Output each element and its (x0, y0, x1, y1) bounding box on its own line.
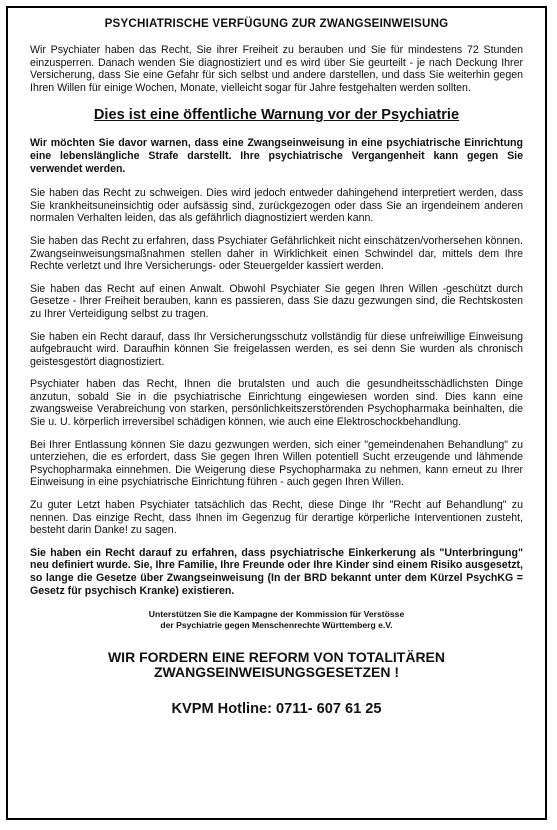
support-notice (30, 609, 523, 631)
lead-paragraph: Wir möchten Sie davor warnen, dass eine Zwangseinweisung in eine psychiatrische Einrichtung eine lebenslängliche Strafe darstellt. Ihre psychiatrische Vergangenheit kann gegen Sie verwendet werden. (30, 137, 523, 175)
paragraph-right-to-know: Sie haben das Recht zu erfahren, dass Psychiater Gefährlichkeit nicht einschätzen/vorhersehen können. Zwangseinweisungsmaßnahmen stellen daher in Wirklichkeit einen Schwindel dar, mittels dem Ihre Rechte verletzt und Ihre Versicherungs- oder Steuergelder kassiert werden. (30, 234, 523, 273)
flyer-page (6, 6, 547, 820)
support-line-2: der Psychiatrie gegen Menschenrechte Württemberg e.V. (160, 619, 393, 630)
support-line-1: Unterstützen Sie die Kampagne der Kommission für Verstösse (148, 609, 405, 620)
paragraph-right-to-lawyer: Sie haben das Recht auf einen Anwalt. Obwohl Psychiater Sie gegen Ihren Willen -geschützt durch Gesetze - Ihrer Freiheit berauben, kann es passieren, dass Sie dazu gezwungen sind, die Rechtskosten zu Ihrer Verteidigung selbst zu tragen. (30, 282, 523, 320)
paragraph-right-to-silence: Sie haben das Recht zu schweigen. Dies wird jedoch entweder dahingehend interpretiert werden, dass Sie krankheitsuneinsichtig oder aufsässig sind, zurückgezogen oder dass Sie an irgendeinem anderen normalen Verhalten leiden, das als gefährlich diagnostiziert werden kann. (30, 187, 523, 225)
demand-line-2: ZWANGSEINWEISUNGSGESETZEN ! (153, 664, 399, 681)
reform-demand (30, 650, 523, 681)
closing-paragraph: Sie haben ein Recht darauf zu erfahren, dass psychiatrische Einkerkerung als "Unterbringung" neu definiert wurde. Sie, Ihre Familie, Ihre Freunde oder Ihre Kinder sind einem Risiko ausgesetzt, so lange die Gesetze über Zwangseinweisung (In der BRD bekannt unter dem Kürzel PsychKG = Gesetz für psychisch Kranke) existieren. (30, 546, 523, 597)
paragraph-right-to-treatment: Zu guter Letzt haben Psychiater tatsächlich das Recht, diese Dinge Ihr "Recht auf Behandlung" zu nennen. Das einzige Recht, dass Ihnen im Gegenzug für derartige körperliche Interventionen zusteht, besteht darin Danke! zu sagen. (30, 499, 523, 537)
paragraph-insurance: Sie haben ein Recht darauf, dass Ihr Versicherungsschutz vollständig für diese unfreiwillige Einweisung aufgebraucht wird. Daraufhin können Sie freigelassen werden, es sei denn Sie wurden als chronisch geistesgestört diagnostiziert. (30, 330, 523, 368)
hotline-number: KVPM Hotline: 0711- 607 61 25 (171, 700, 382, 717)
intro-paragraph: Wir Psychiater haben das Recht, Sie ihrer Freiheit zu berauben und Sie für mindestens 72 Stunden einzusperren. Danach wenden Sie diagnostiziert und es wird über Sie geurteilt - je nach Deckung Ihrer Versicherung, dass Sie eine Gefahr für sich selbst und andere darstellen, und dass Sie weiterhin gegen Ihren Willen für einige Wochen, Monate, vielleicht sogar für Jahre festgehalten werden sollten. (30, 44, 523, 94)
demand-line-1: WIR FORDERN EINE REFORM VON TOTALITÄREN (107, 648, 446, 665)
flyer-title: PSYCHIATRISCHE VERFÜGUNG ZUR ZWANGSEINWEISUNG (104, 17, 449, 30)
warning-heading: Dies ist eine öffentliche Warnung vor der Psychiatrie (93, 107, 460, 124)
paragraph-release: Bei Ihrer Entlassung können Sie dazu gezwungen werden, sich einer "gemeindenahen Behandlung" zu unterziehen, die es erfordert, dass Sie gegen Ihren Willen potentiell Sucht erzeugende und lähmende Psychopharmaka einnehmen. Die Weigerung diese Psychopharmaka zu nehmen, kann erneut zu Ihrer Einweisung in eine psychiatrische Einrichtung führen - auch gegen Ihren Willen. (30, 438, 523, 489)
paragraph-treatment: Psychiater haben das Recht, Ihnen die brutalsten und auch die gesundheitsschädlichsten Dinge anzutun, sobald Sie in die psychiatrische Einrichtung eingewiesen worden sind. Dies kann eine zwangsweise Verabreichung von starken, persönlichkeitszerstörenden Psychopharmaka beinhalten, die Sie u. U. körperlich irreversibel schädigen können, wie auch eine Elektroschockbehandlung. (30, 378, 523, 429)
